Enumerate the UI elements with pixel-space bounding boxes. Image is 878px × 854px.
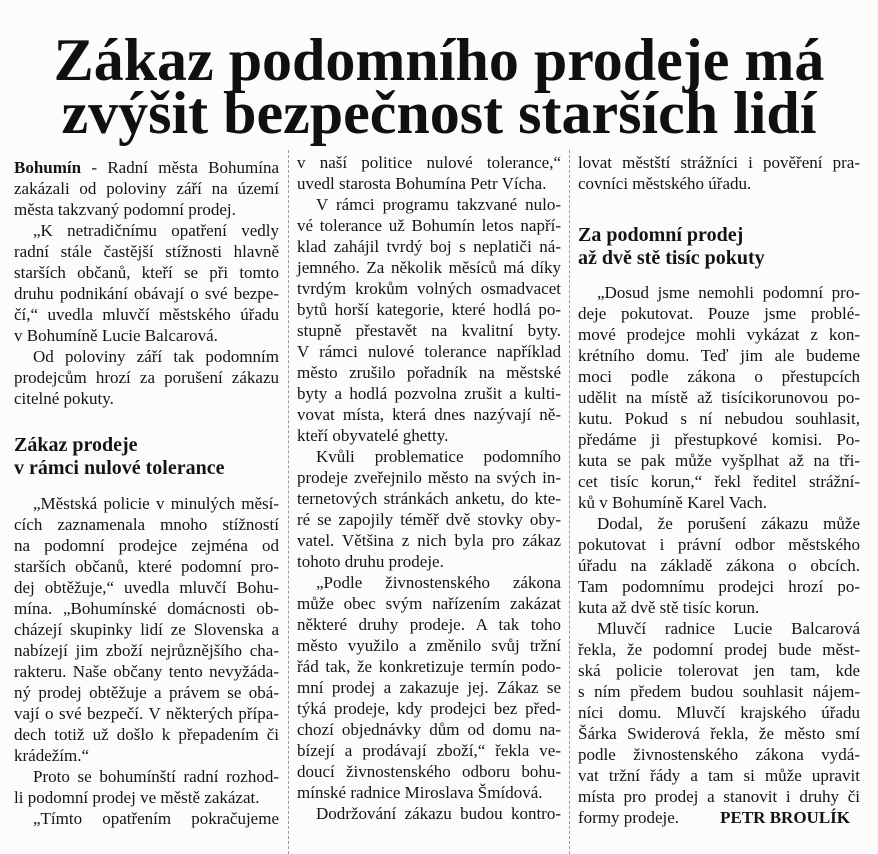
text-line: kuta se pak může vyšplhat až na tři- — [578, 451, 860, 470]
text-line: cích zaznamenala mnoho stížností — [14, 515, 279, 534]
subheading-line: až dvě stě tisíc pokuty — [578, 247, 765, 269]
text-line: řád tak, že konkretizuje termín podo- — [297, 657, 561, 676]
text-line: dech totiž už došlo k přepadením či — [14, 725, 279, 744]
headline-line: Zákaz podomního prodeje má — [53, 27, 825, 93]
text-line: ré se zapojily téměř dvě stovky oby- — [297, 510, 561, 529]
text-line: vé tolerance už Bohumín letos napří- — [297, 216, 561, 235]
text-line: cházejí skupinky lidí ze Slovenska a — [14, 620, 279, 639]
text-line: v Bohumíně Lucie Balcarová. — [14, 326, 218, 345]
text-line: Kvůli problematice podomního — [316, 447, 561, 466]
column-1-text-bottom — [14, 493, 279, 829]
text-line: město využilo a změnilo svůj tržní — [297, 636, 561, 655]
text-line: úřadu na základě zákona o obcích. — [578, 556, 860, 575]
headline-line: zvýšit bezpečnost starších lidí — [61, 80, 817, 146]
text-line: podle živnostenského zákona vydá- — [578, 745, 860, 764]
text-line: krádežím.“ — [14, 746, 90, 765]
column-3-text-top — [578, 152, 860, 194]
text-line: řekla, že podomní prodej bude měst- — [578, 640, 860, 659]
text-line: zakázali od poloviny září na území — [14, 179, 279, 198]
text-line: ný prodej obtěžuje a právem se obá- — [14, 683, 279, 702]
text-line: ská policie tolerovat jen tam, kde — [578, 661, 860, 680]
text-line: níci domu. Mluvčí krajského úřadu — [578, 703, 860, 722]
text-line: Proto se bohumínští radní rozhod- — [33, 767, 279, 786]
text-line: ků v Bohumíně Karel Vach. — [578, 493, 768, 512]
text-line: Dodržování zákazu budou kontro- — [316, 804, 561, 823]
text-line: radní stále častější stížnosti hlavně — [14, 242, 279, 261]
text-line: druhu podnikání obávají o své bezpe- — [14, 284, 279, 303]
text-line: dej obtěžuje,“ uvedla mluvčí Bohu- — [14, 578, 279, 597]
text-line: mínské radnice Miroslava Šmídová. — [297, 783, 543, 802]
text-line: chozí objednávky dům od domu na- — [297, 720, 561, 739]
text-line: V rámci nulové tolerance například — [297, 342, 561, 361]
text-line: v naší politice nulové tolerance,“ — [297, 153, 561, 172]
text-line: „K netradičnímu opatření vedly — [33, 221, 279, 240]
text-line: starších občanů, kteří se při tomto — [14, 263, 279, 282]
text-line: deje pokutovat. Pouze jsme problé- — [578, 304, 860, 323]
text-line: tohoto druhu prodeje. — [297, 552, 444, 571]
text-line: vatel. Většina z nich byla pro zákaz — [297, 531, 561, 550]
text-line: Šárka Swiderová řekla, že město smí — [578, 724, 860, 743]
text-line: Dodal, že porušení zákazu může — [597, 514, 860, 533]
text-line: prodeje zveřejnilo město na svých in- — [297, 468, 561, 487]
text-line: „Tímto opatřením pokračujeme — [33, 809, 279, 828]
text-line — [14, 157, 279, 178]
dateline: Bohumín — [14, 158, 82, 177]
text-line: kutu. Pokud s ní nebudou souhlasit, — [578, 409, 860, 428]
text-line-rest: - Radní města Bohumína — [81, 158, 279, 177]
text-line: ternetových stránkách anketu, do kte- — [297, 489, 561, 508]
text-line: kteří obyvatelé ghetty. — [297, 426, 449, 445]
text-line: pokutovat i právní odbor městského — [578, 535, 860, 554]
text-line: mové prodejce mohli vykázat z kon- — [578, 325, 860, 344]
text-line: na podomní prodejce zejména od — [14, 536, 279, 555]
subheading-line: v rámci nulové tolerance — [14, 457, 225, 479]
text-line: jemného. Za několik měsíců má díky — [297, 258, 561, 277]
subheading-line: Za podomní prodej — [578, 224, 744, 246]
column-3-subheading — [578, 224, 860, 270]
text-line: lovat městští strážníci i pověření pra- — [578, 153, 860, 172]
text-line: cet tisíc korun,“ řekl ředitel strážní- — [578, 472, 860, 491]
text-line: V rámci programu takzvané nulo- — [316, 195, 561, 214]
author-byline: PETR BROULÍK — [720, 808, 850, 827]
text-line: starších občanů, které podomní pro- — [14, 557, 279, 576]
text-line: Od poloviny září tak podomním — [33, 347, 279, 366]
text-line: mní prodej a zakazuje jej. Zákaz se — [297, 678, 561, 697]
text-line: nabízejí jim zboží nejrůznějšího cha- — [14, 641, 279, 660]
text-line: kuta až dvě stě tisíc korun. — [578, 598, 760, 617]
text-line: týká prodeje, kdy prodejci bez před- — [297, 699, 561, 718]
text-line: klad zahájil tvrdý boj s neplatiči ná- — [297, 237, 561, 256]
column-divider — [288, 150, 289, 854]
text-line: prodejcům hrozí za porušení zákazu — [14, 368, 279, 387]
text-line: stupně přestavět na kvalitní byty. — [297, 321, 561, 340]
text-line: místa pro prodej a stanovit i druhy či — [578, 787, 860, 806]
text-line: byty a hodlá pozvolna zrušit a kulti- — [297, 384, 561, 403]
text-line: může obec svým nařízením zakázat — [297, 594, 561, 613]
text-line: město zrušilo pořadník na městské — [297, 363, 561, 382]
text-line: předáme ji přestupkové komisi. Po- — [578, 430, 860, 449]
text-line: bízejí a prodávají zboží,“ řekla ve- — [297, 741, 561, 760]
text-line: doucí živnostenského odboru bohu- — [297, 762, 561, 781]
text-line: uvedl starosta Bohumína Petr Vícha. — [297, 174, 547, 193]
column-1-subheading — [14, 434, 279, 480]
column-divider — [569, 150, 570, 854]
text-line: moci podle zákona o přestupcích — [578, 367, 860, 386]
text-line: bytů horší kategorie, které hodlá po- — [297, 300, 561, 319]
text-line: udělit na místě až tisícikorunovou po- — [578, 388, 860, 407]
subheading-line: Zákaz prodeje — [14, 434, 138, 456]
text-line: vat tržní řády a tam si může upravit — [578, 766, 860, 785]
text-line: „Dosud jsme nemohli podomní pro- — [597, 283, 860, 302]
text-line: tvrdým krokům volných osmadvacet — [297, 279, 561, 298]
text-line: vovat místa, která dnes nazývají ně- — [297, 405, 561, 424]
column-3-text-bottom — [578, 282, 860, 828]
text-line: s ním předem budou souhlasit nájem- — [578, 682, 860, 701]
text-line: Mluvčí radnice Lucie Balcarová — [597, 619, 860, 638]
text-line: mína. „Bohumínské domácnosti ob- — [14, 599, 279, 618]
text-line: Tam podomnímu prodejci hrozí po- — [578, 577, 860, 596]
text-line: formy prodeje. — [578, 808, 680, 827]
column-1-text-top — [14, 157, 279, 409]
column-2-text — [297, 152, 561, 824]
text-line: „Městská policie v minulých měsí- — [33, 494, 279, 513]
text-line: některé druhy prodeje. A tak toho — [297, 615, 561, 634]
text-line: města takzvaný podomní prodej. — [14, 200, 236, 219]
article-headline — [0, 27, 878, 146]
text-line: „Podle živnostenského zákona — [316, 573, 561, 592]
text-line: covníci městského úřadu. — [578, 174, 752, 193]
text-line: li podomní prodej ve městě zakázat. — [14, 788, 260, 807]
text-line: vají o své bezpečí. V některých přípa- — [14, 704, 279, 723]
text-line: krétního domu. Teď jim ale budeme — [578, 346, 860, 365]
text-line: citelné pokuty. — [14, 389, 114, 408]
text-line: rakteru. Naše občany tento nevyžáda- — [14, 662, 279, 681]
text-line: čí,“ uvedla mluvčí městského úřadu — [14, 305, 279, 324]
